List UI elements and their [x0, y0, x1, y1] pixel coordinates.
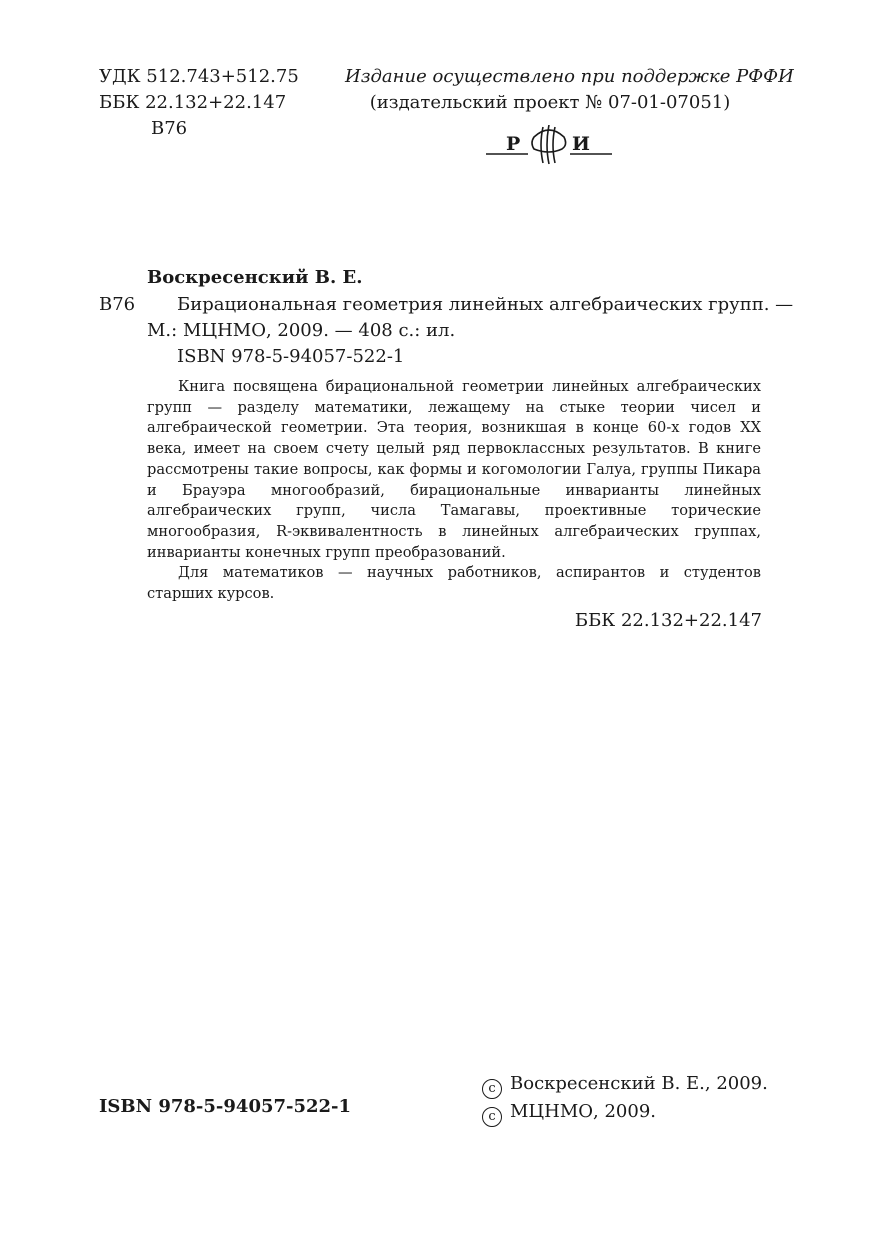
support-line: Издание осуществлено при поддержке РФФИ [345, 66, 794, 87]
logo-letter-i: И [572, 133, 590, 155]
abstract-paragraph-1: Книга посвящена бирациональной геометрии линейных алгебраических групп — разделу математики, лежащему на стыке теории чисел и алгебраической геометрии. Эта теория, возникшая в конце 60-х годов XX века, имеет на своем счету целый ряд первоклассных результатов. В книге рассмотрены такие вопросы, как формы и когомологии Галуа, группы Пикара и Брауэра многообразий, бирациональные инварианты линейных алгебраических групп, числа Тамагавы, проективные торические многообразия, R-эквивалентность в линейных алгебраических группах, инварианты конечных групп преобразований. [147, 378, 761, 561]
copyright-publisher [482, 1099, 768, 1127]
rffi-logo-icon [486, 125, 612, 165]
abstract-paragraph-2: Для математиков — научных работников, аспирантов и студентов старших курсов. [147, 564, 761, 603]
udk-code: УДК 512.743+512.75 [99, 66, 299, 87]
author-mark: В76 [151, 118, 188, 139]
book-title: Бирациональная геометрия линейных алгебраических групп. — [177, 294, 794, 315]
logo-letter-r: Р [506, 133, 521, 155]
entry-code: В76 [99, 294, 136, 315]
entry-isbn: ISBN 978-5-94057-522-1 [177, 346, 405, 367]
copyright-icon: c [482, 1107, 502, 1127]
abstract [147, 377, 761, 605]
copyright-publisher-text: МЦНМО, 2009. [510, 1101, 656, 1122]
project-number-line: (издательский проект № 07-01-07051) [369, 92, 731, 113]
copyright-author [482, 1071, 768, 1099]
copyright-block [482, 1071, 768, 1127]
bbk-code-right: ББК 22.132+22.147 [574, 610, 762, 631]
author-name: Воскресенский В. Е. [147, 267, 363, 288]
catalog-codes [99, 64, 299, 142]
rffi-support-notice [345, 64, 794, 116]
copyright-icon: c [482, 1079, 502, 1099]
publisher-info: М.: МЦНМО, 2009. — 408 с.: ил. [147, 320, 456, 341]
bbk-code: ББК 22.132+22.147 [99, 92, 287, 113]
copyright-author-text: Воскресенский В. Е., 2009. [510, 1073, 768, 1094]
rffi-logo [486, 125, 612, 165]
footer-isbn: ISBN 978-5-94057-522-1 [99, 1096, 352, 1117]
